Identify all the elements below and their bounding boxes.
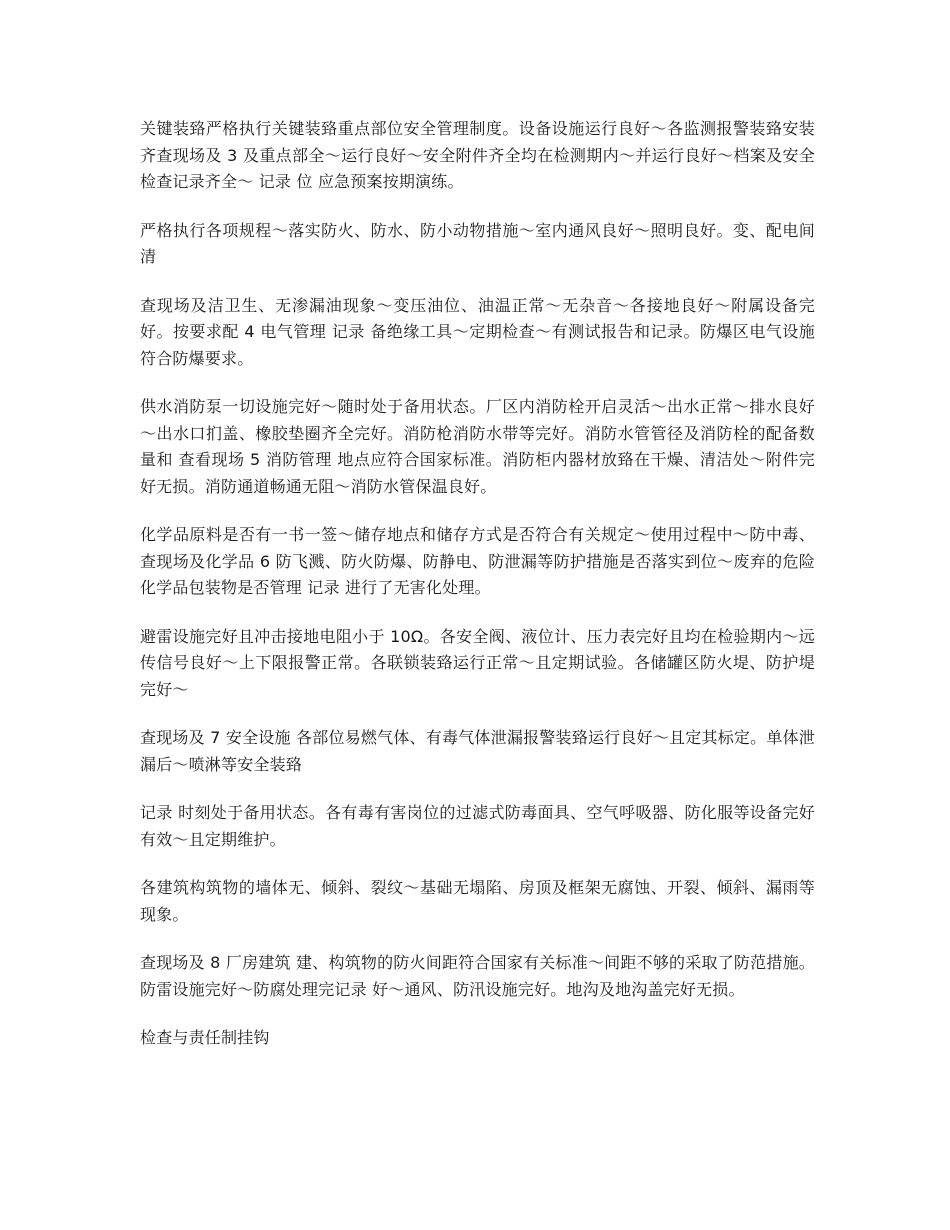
paragraph-protective-equipment: 记录 时刻处于备用状态。各有毒有害岗位的过滤式防毒面具、空气呼吸器、防化服等设备完好有效～且定期维护。 [140,803,815,849]
paragraph-safety-facilities: 查现场及 7 安全设施 各部位易燃气体、有毒气体泄漏报警装臵运行良好～且定其标定。单体泄漏后～喷淋等安全装臵 [140,728,815,774]
paragraph-lightning-valves: 避雷设施完好且冲击接地电阻小于 10Ω。各安全阀、液位计、压力表完好且均在检验期内～远传信号良好～上下限报警正常。各联锁装臵运行正常～且定期试验。各储罐区防火堤、防护堤完好～ [140,626,815,699]
paragraph-electrical: 查现场及洁卫生、无渗漏油现象～变压油位、油温正常～无杂音～各接地良好～附属设备完好。按要求配 4 电气管理 记录 备绝缘工具～定期检查～有测试报告和记录。防爆区电气设施符合防爆要求。 [140,295,815,368]
paragraph-chemicals: 化学品原料是否有一书一签～储存地点和储存方式是否符合有关规定～使用过程中～防中毒、查现场及化学品 6 防飞溅、防火防爆、防静电、防泄漏等防护措施是否落实到位～废弃的危险化学品包装物是否管理 记录 进行了无害化处理。 [140,525,815,597]
paragraph-regulations: 严格执行各项规程～落实防火、防水、防小动物措施～室内通风良好～照明良好。变、配电间清 [140,220,815,266]
document-body [140,116,815,1074]
paragraph-building-inspection: 查现场及 8 厂房建筑 建、构筑物的防火间距符合国家有关标准～间距不够的采取了防范措施。防雷设施完好～防腐处理完记录 好～通风、防汛设施完好。地沟及地沟盖完好无损。 [140,953,815,999]
paragraph-buildings: 各建筑构筑物的墙体无、倾斜、裂纹～基础无塌陷、房顶及框架无腐蚀、开裂、倾斜、漏雨等现象。 [140,878,815,924]
paragraph-key-equipment: 关键装臵严格执行关键装臵重点部位安全管理制度。设备设施运行良好～各监测报警装臵安装齐查现场及 3 及重点部全～运行良好～安全附件齐全均在检测期内～并运行良好～档案及安全检查记录齐全～ 记录 位 应急预案按期演练。 [140,119,815,191]
paragraph-fire-protection: 供水消防泵一切设施完好～随时处于备用状态。厂区内消防栓开启灵活～出水正常～排水良好～出水口扪盖、橡胶垫圈齐全完好。消防枪消防水带等完好。消防水管管径及消防栓的配备数量和 查看现场 5 消防管理 地点应符合国家标准。消防柜内器材放臵在干燥、清洁处～附件完好无损。消防通道畅通无阻～消防水管保温良好。 [140,397,815,496]
paragraph-responsibility: 检查与责任制挂钩 [140,1028,270,1047]
